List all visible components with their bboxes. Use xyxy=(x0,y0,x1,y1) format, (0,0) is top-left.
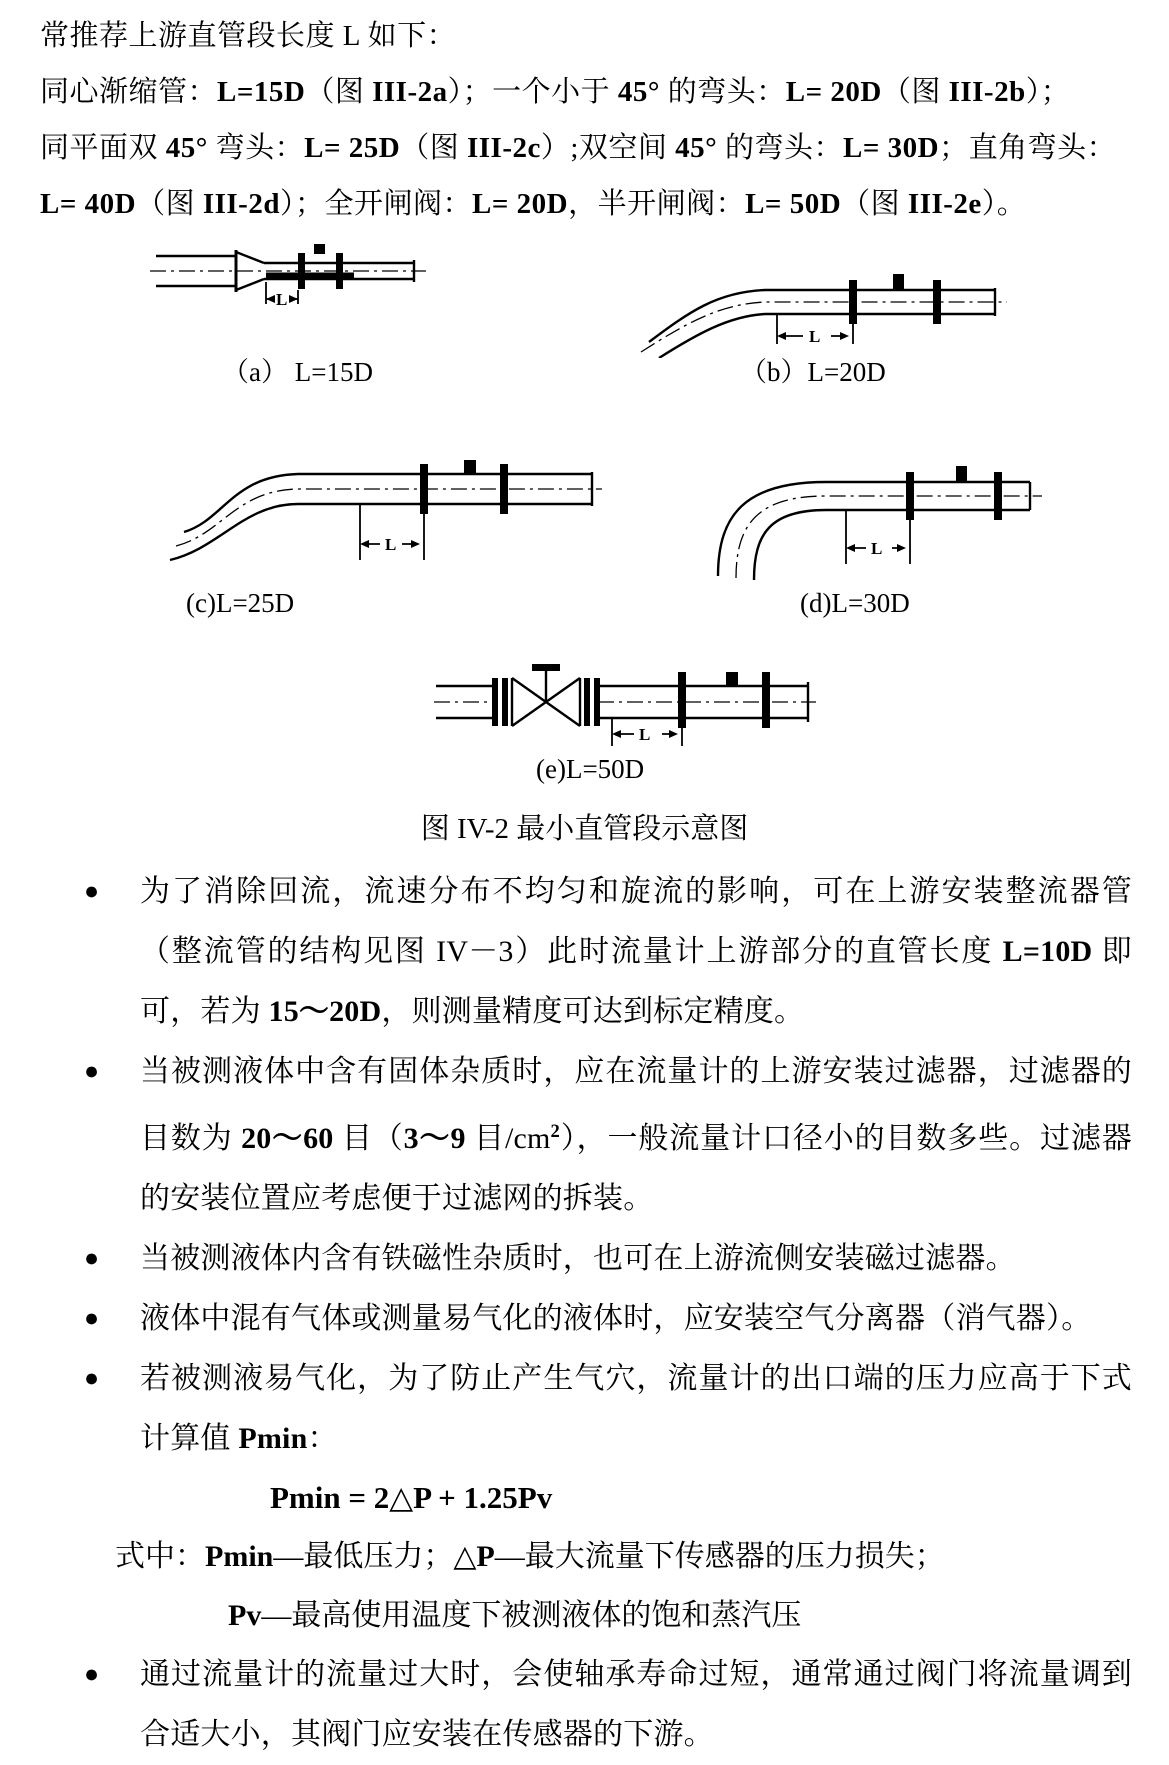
dimension-L xyxy=(612,718,682,746)
pipe-diagram-valve-e xyxy=(432,660,822,750)
paragraph-3: 同平面双 45° 弯头：L= 25D（图 III-2c）;双空间 45° 的弯头：L= 30D；直角弯头： xyxy=(40,132,1117,164)
flange xyxy=(762,672,770,728)
figure-e-caption: (e)L=50D xyxy=(536,754,645,784)
flange xyxy=(994,472,1002,520)
figure-d-caption: (d)L=30D xyxy=(800,588,910,618)
pipe-bottom-left xyxy=(754,510,906,580)
flange xyxy=(584,678,590,726)
bullet-text: 为了消除回流，流速分布不均匀和旋流的影响，可在上游安装整流器管（整流管的结构见图 IV－3）此时流量计上游部分的直管长度 L=10D 即可，若为 15～20D，则测量精度可达到标定精度。 xyxy=(140,875,1133,1028)
dim-label: L xyxy=(385,535,397,554)
bullet-text: 液体中混有气体或测量易气化的液体时，应安装空气分离器（消气器）。 xyxy=(140,1302,1092,1335)
flange xyxy=(594,678,600,726)
dimension-L xyxy=(266,282,298,309)
bullet-item-magnetic-filter xyxy=(40,1229,1132,1289)
pipe-diagram-sbend-c xyxy=(168,446,608,576)
pressure-formula: Pmin = 2△P + 1.25Pv xyxy=(270,1480,553,1515)
bullet-text: 通过流量计的流量过大时，会使轴承寿命过短，通常通过阀门将流量调到合适大小，其阀门应安装在传感器的下游。 xyxy=(140,1658,1132,1751)
bullet-marker: ● xyxy=(84,1365,100,1392)
bullet-marker: ● xyxy=(84,1245,100,1272)
sensor-stub xyxy=(956,466,967,482)
formula-note-pmin: 式中：Pmin—最低压力；△P—最大流量下传感器的压力损失； xyxy=(115,1540,945,1573)
flange xyxy=(906,472,914,520)
dim-label: L xyxy=(871,539,883,558)
pipe-diagram-reducer-a xyxy=(148,242,433,322)
sensor-stub xyxy=(726,672,738,686)
flange xyxy=(678,672,686,728)
flange xyxy=(502,678,508,726)
figure-b-caption: （b）L=20D xyxy=(740,357,886,387)
paragraph-4: L= 40D（图 III-2d）；全开闸阀：L= 20D，半开闸阀：L= 50D（图 III-2e）。 xyxy=(40,188,1027,220)
bullet-item-air-separator xyxy=(40,1289,1132,1349)
flange xyxy=(420,464,428,514)
pipe-diagram-bend-b xyxy=(635,248,1015,358)
bullet-item-flow-limit xyxy=(40,1645,1132,1765)
bullet-text: 若被测液易气化，为了防止产生气穴，流量计的出口端的压力应高于下式计算值 Pmin： xyxy=(140,1362,1132,1455)
dim-label: L xyxy=(639,725,651,744)
dimension-L xyxy=(360,504,424,560)
valve-handle xyxy=(532,664,560,671)
bullet-text: 当被测液体中含有固体杂质时，应在流量计的上游安装过滤器，过滤器的目数为 20～60 目（3～9 目$/cm^2$），一般流量计口径小的目数多些。过滤器的安装位置应考虑便于过滤网的拆装。 xyxy=(140,1055,1132,1215)
figure-a-caption: （a） L=15D xyxy=(222,357,373,387)
bullet-item-filter xyxy=(40,1042,1132,1229)
bullet-item-cavitation xyxy=(40,1349,1132,1469)
flange xyxy=(933,280,941,324)
bullet-marker: ● xyxy=(84,878,100,905)
flange xyxy=(336,253,343,289)
paragraph-2: 同心渐缩管：L=15D（图 III-2a）；一个小于 45° 的弯头：L= 20D（图 III-2b）； xyxy=(40,76,1071,108)
flange xyxy=(492,678,498,726)
bullet-marker: ● xyxy=(84,1305,100,1332)
paragraph-1: 常推荐上游直管段长度 L 如下： xyxy=(40,20,457,52)
flange xyxy=(849,280,857,324)
bullet-item-rectifier xyxy=(40,862,1132,1042)
pipe-diagram-elbow-d xyxy=(708,452,1048,582)
dimension-L xyxy=(777,314,853,346)
flange xyxy=(298,253,305,289)
figure-c-caption: (c)L=25D xyxy=(186,588,295,618)
sensor-stub xyxy=(893,274,904,290)
dim-label: L xyxy=(276,290,288,309)
dim-label: L xyxy=(809,327,821,346)
flange xyxy=(500,464,508,514)
sensor-stub xyxy=(314,244,325,254)
notes-section xyxy=(40,862,1132,1765)
figure-caption: 图 IV-2 最小直管段示意图 xyxy=(420,813,749,845)
sensor-stub xyxy=(464,460,476,474)
gate-valve xyxy=(512,664,580,726)
bullet-marker: ● xyxy=(84,1661,100,1688)
formula-note-pv: Pv—最高使用温度下被测液体的饱和蒸汽压 xyxy=(228,1599,802,1632)
bullet-text: 当被测液体内含有铁磁性杂质时，也可在上游流侧安装磁过滤器。 xyxy=(140,1242,1016,1275)
dimension-L xyxy=(846,510,910,564)
bullet-marker: ● xyxy=(84,1058,100,1085)
